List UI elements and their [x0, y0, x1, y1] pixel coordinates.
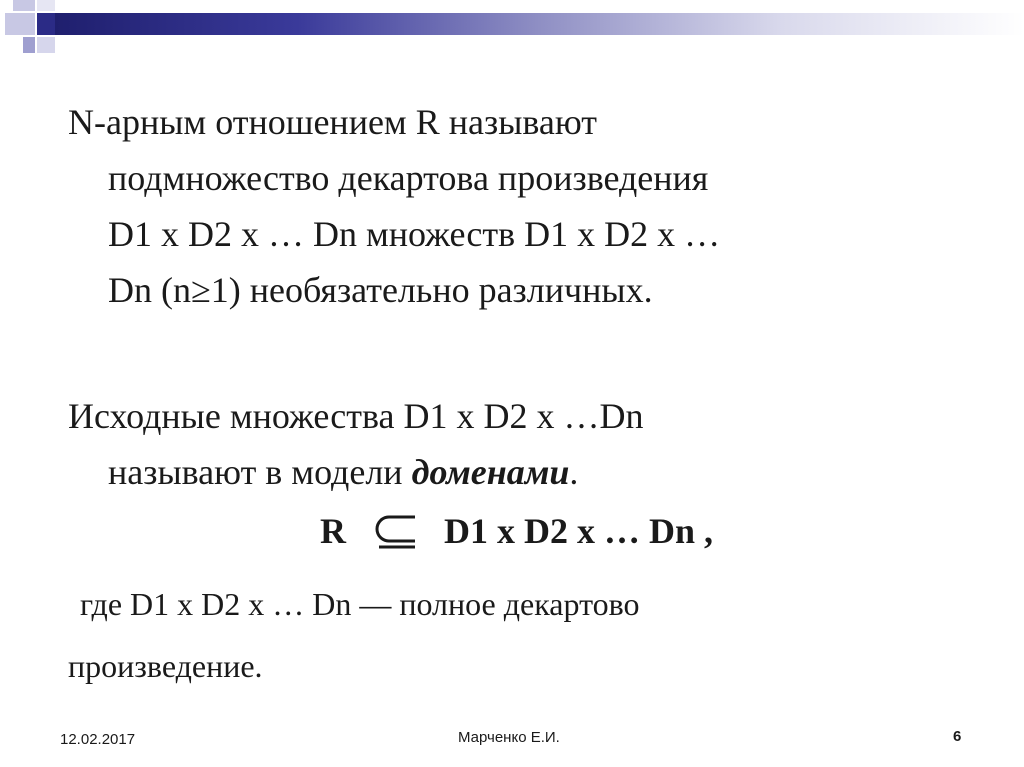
header-decoration-square: [37, 37, 55, 53]
footer-author: Марченко Е.И.: [458, 729, 560, 746]
domains-line-2: [68, 444, 968, 500]
definition-line-3: D1 x D2 x … Dn множеств D1 x D2 x …: [108, 214, 721, 254]
relation-formula: [320, 510, 713, 552]
definition-line-4: Dn (n≥1) необязательно различных.: [108, 270, 653, 310]
subset-or-equal-icon: [365, 513, 421, 549]
formula-relation-symbol: R: [320, 511, 346, 551]
domains-paragraph: [68, 388, 968, 500]
header-decoration-square: [23, 37, 35, 53]
footer-date: 12.02.2017: [60, 731, 136, 748]
header-decoration-square: [37, 13, 55, 35]
domains-line-2-text: называют в модели: [108, 452, 412, 492]
definition-line-2: подмножество декартова произведения: [108, 158, 709, 198]
formula-product: D1 x D2 x … Dn ,: [444, 511, 714, 551]
definition-line-1: N-арным отношением R называют: [68, 102, 598, 142]
header-decoration-square: [13, 0, 35, 11]
header-decoration-square: [5, 13, 35, 35]
domains-line-1: Исходные множества D1 x D2 x …Dn: [68, 396, 644, 436]
domains-term: доменами: [411, 452, 570, 492]
slide-number: 6: [953, 728, 962, 745]
header-decoration-square: [37, 0, 55, 11]
definition-paragraph: [68, 94, 968, 318]
header-gradient-bar: [55, 13, 1024, 35]
domains-line-2-end: .: [569, 452, 579, 492]
explanation-line-end: произведение.: [68, 648, 263, 684]
explanation-line: где D1 x D2 x … Dn — полное декартово: [80, 586, 640, 622]
